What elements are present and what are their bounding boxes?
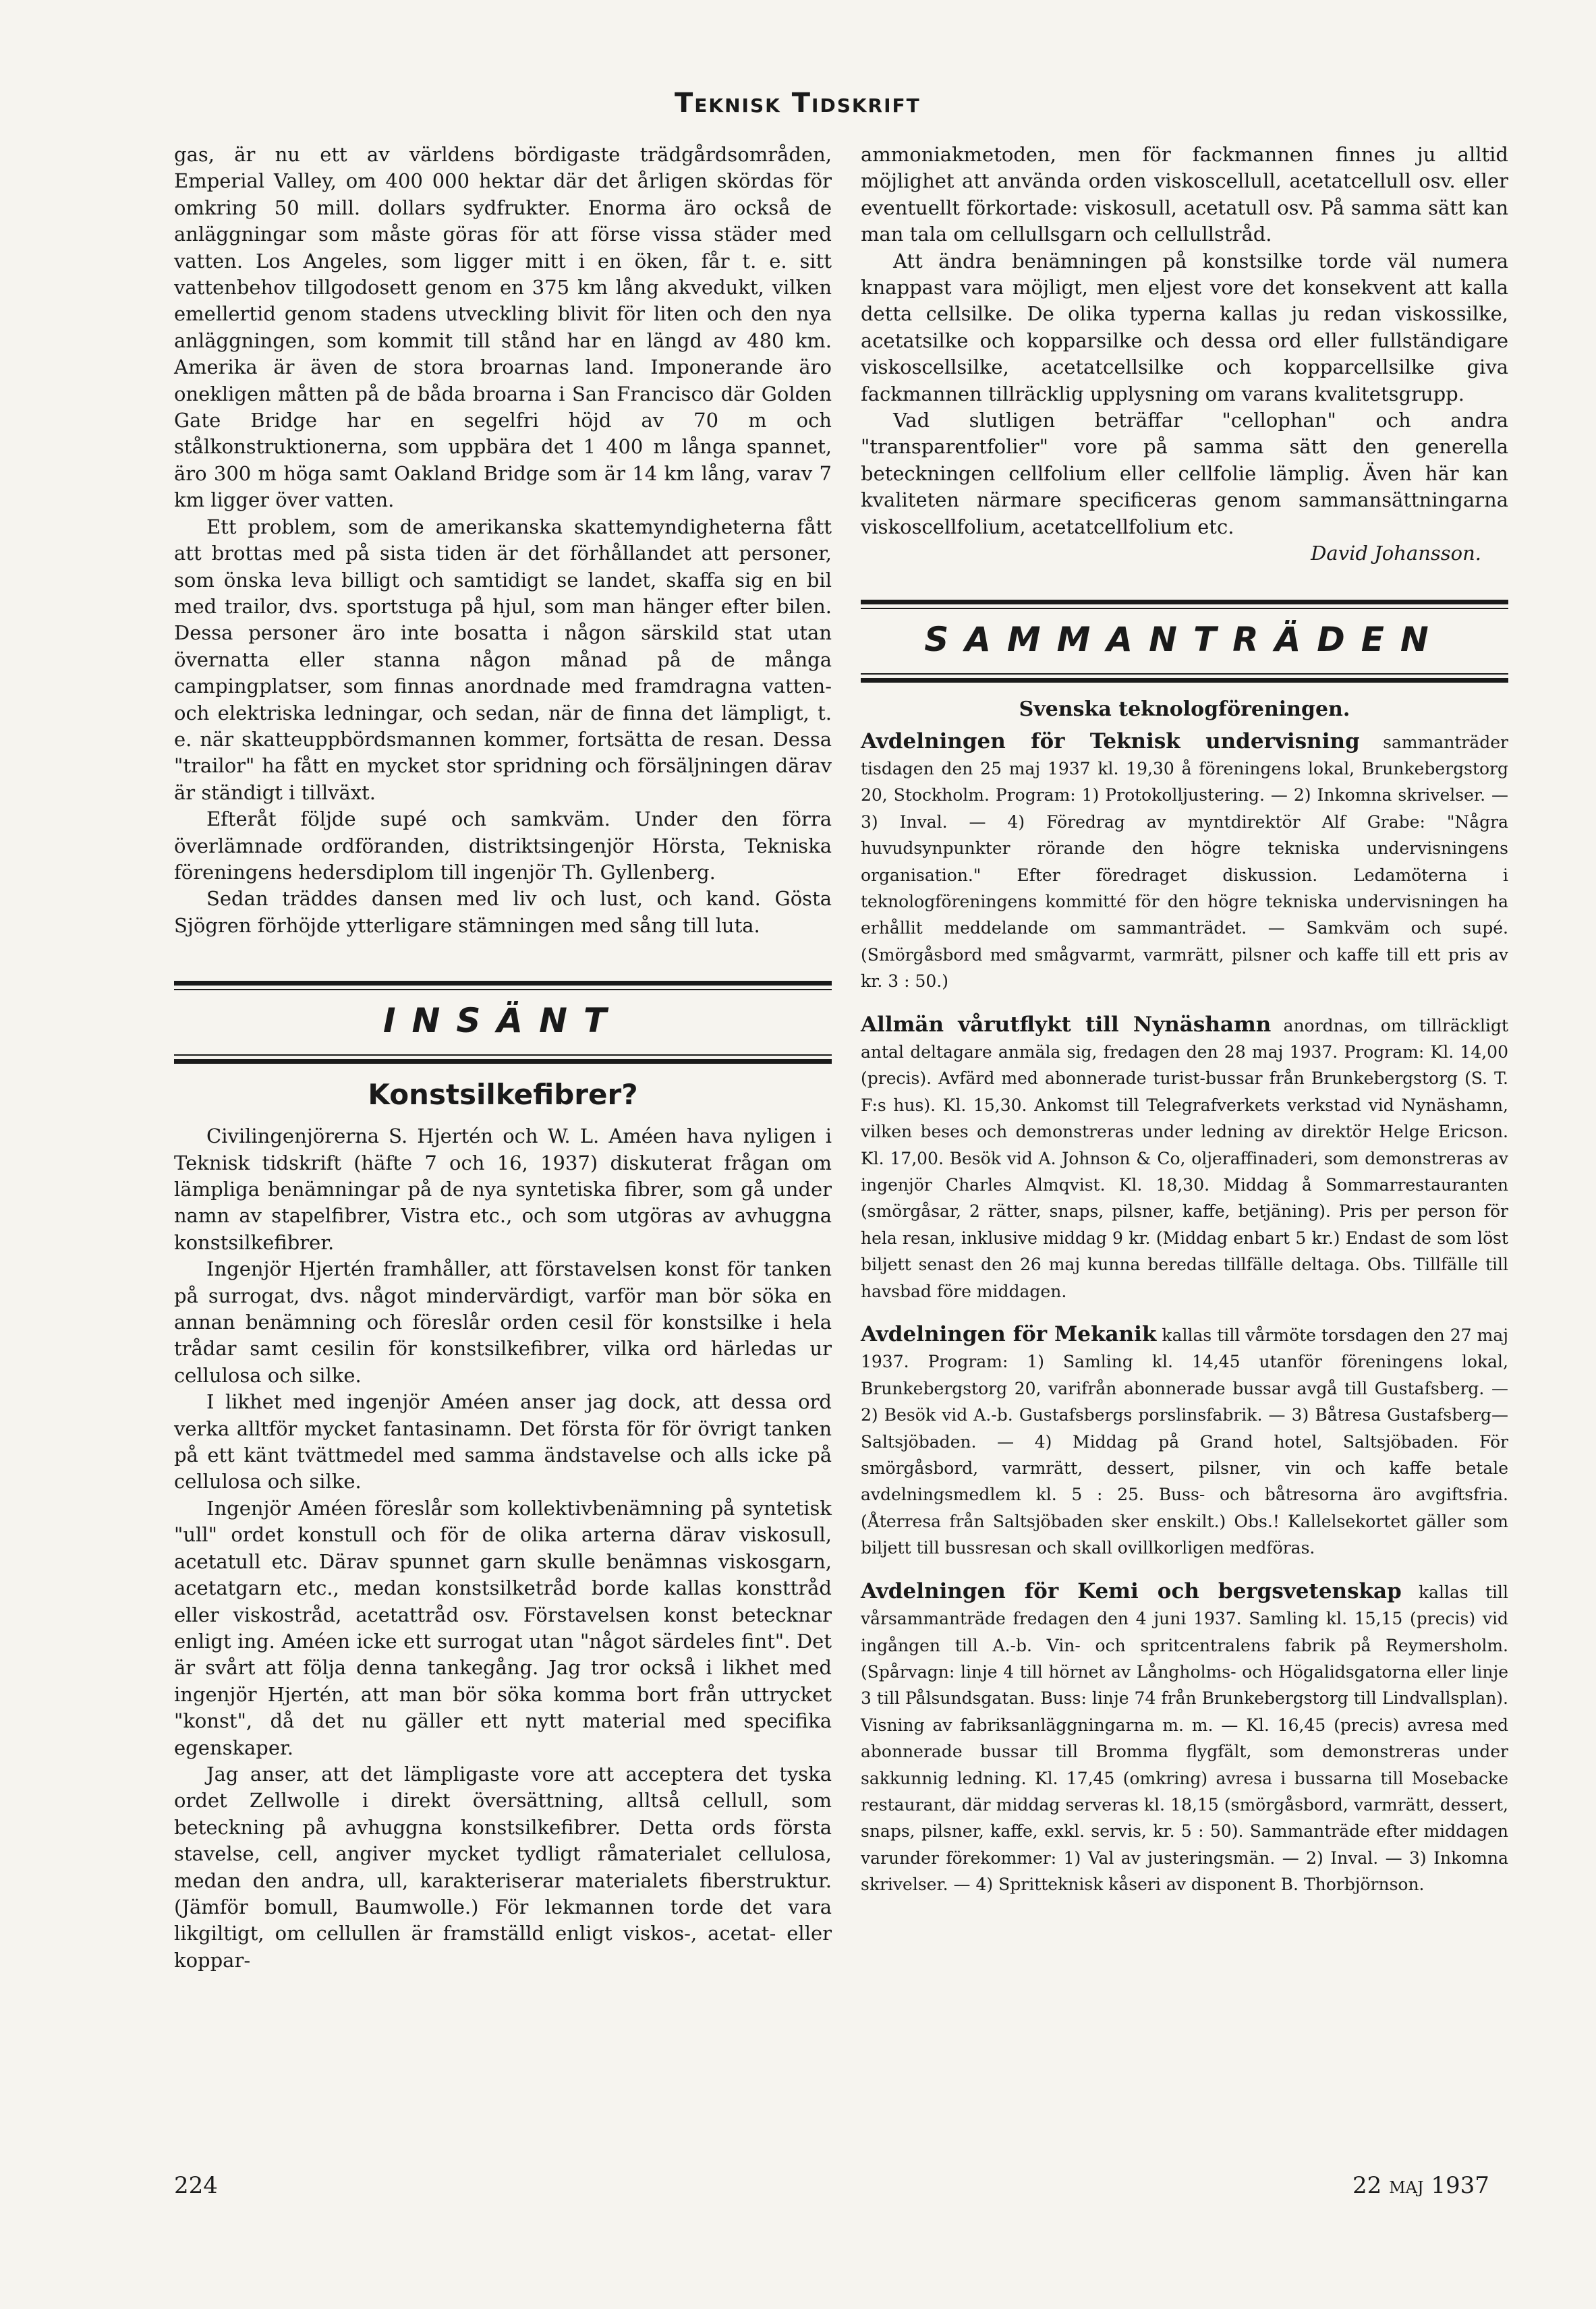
entry-heading: Allmän vårutflykt till Nynäshamn (861, 1012, 1272, 1037)
article-title: Konstsilkefibrer? (368, 1078, 638, 1112)
journal-masthead: Teknisk Tidskrift (675, 88, 921, 119)
paragraph: Efteråt följde supé och samkväm. Under den förra överlämnade ordföranden, distriktsingenjör Hörsta, Tekniska föreningens hedersdiplom till ingenjör Th. Gyllenberg. (174, 807, 832, 884)
article-paragraph: Jag anser, att det lämpligaste vore att acceptera det tyska ordet Zellwolle i direkt översättning, alltså cellull, som beteckning på avhuggna konstsilkefibrer. Detta ords första stavelse, cell, angiver mycket tydligt råmaterialet cellulosa, medan den andra, ull, karakteriserar materialets fiberstruktur. (Jämför bomull, Baumwolle.) För lekmannen torde det vara likgiltigt, om cellullen är framställd enligt viskos-, acetat- eller koppar- (174, 1762, 832, 1972)
section-heading-insant: INSÄNT (382, 1001, 623, 1041)
meeting-entry (861, 729, 1508, 994)
entry-body: sammanträder tisdagen den 25 maj 1937 kl. 19,30 å föreningens lokal, Brunkebergstorg 20, Stockholm. Program: 1) Protokolljustering. — 2) Inkomna skrivelser. — 3) Inval. — 4) Föredrag av myntdirektör Alf Grabe: "Några huvudsynpunkter rörande den högre tekniska undervisningens organisation." Efter föredraget diskussion. Ledamöterna i teknologföreningens kommitté för den högre tekniska undervisningen ha erhållit meddelande om sammanträdet. — Samkväm och supé. (Smörgåsbord med smågvarmt, varmrätt, pilsner och kaffe till ett pris av kr. 3 : 50.) (861, 732, 1509, 992)
meeting-entry (861, 1578, 1508, 1898)
paragraph: Vad slutligen beträffar "cellophan" och andra "transparentfolier" vore på samma sätt den generella beteckningen cellfolium eller cellfolie lämplig. Även här kan kvaliteten närmare specificeras genom sammansättningarna viskoscellfolium, acetatcellfolium etc. (861, 409, 1508, 538)
page-number: 224 (174, 2172, 218, 2199)
paragraph: Ett problem, som de amerikanska skattemyndigheterna fått att brottas med på sista tiden är det förhållandet att personer, som önska leva billigt och samtidigt se landet, skaffa sig en bil med trailor, dvs. sportstuga på hjul, som man hänger efter bilen. Dessa personer äro inte bosatta i någon särskild stat utan övernatta eller stanna någon månad på de många campingplatser, som finnas anordnade med framdragna vatten- och elektriska ledningar, och sedan, när de finna det lämpligt, t. e. när skatteuppbördsmannen kommer, fortsätta de resan. Dessa "trailor" ha fått en mycket stor spridning och försäljningen därav är ständigt i tillväxt. (174, 515, 832, 804)
section-heading-sammantraden: SAMMANTRÄDEN (924, 619, 1445, 659)
entry-heading: Avdelningen för Teknisk undervisning (861, 729, 1360, 753)
article-paragraph: Ingenjör Améen föreslår som kollektivbenämning på syntetisk "ull" ordet konstull och för de olika arterna därav viskosull, acetatull etc. Därav spunnet garn skulle benämnas viskosgarn, acetatgarn etc., medan konstsilketråd borde kallas konsttråd eller viskostråd, acetattråd osv. Förstavelsen konst betecknar enligt ing. Améen icke ett surrogat utan "något särdeles fint". Det är svårt att följa denna tankegång. Jag tror också i likhet med ingenjör Hjertén, att man bör söka komma bort från uttrycket "konst", då det nu gäller ett nytt material med specifika egenskaper. (174, 1496, 832, 1759)
paragraph: Sedan träddes dansen med liv och lust, och kand. Gösta Sjögren förhöjde ytterligare stämningen med sång till luta. (174, 887, 832, 937)
entry-body: kallas till vårsammanträde fredagen den 4 juni 1937. Samling kl. 15,15 (precis) vid ingången till A.-b. Vin- och spritcentralens fabrik på Reymersholm. (Spårvagn: linje 4 till hörnet av Långholms- och Högalidsgatorna eller linje 3 till Pålsundsgatan. Buss: linje 74 från Brunkebergstorg till Lindvallsplan). Visning av fabriksanläggningarna m. m. — Kl. 16,45 (precis) avresa med abonnerade bussar till Bromma flygfält, som demonstreras under sakkunnig ledning. Kl. 17,45 (omkring) avresa i bussarna till Mosebacke restaurant, där middag serveras kl. 18,15 (smörgåsbord, varmrätt, dessert, snaps, pilsner, kaffe, exkl. servis, kr. 5 : 50). Sammanträde efter middagen varunder förekommer: 1) Val av justeringsmän. — 2) Inval. — 3) Inkomna skrivelser. — 4) Spritteknisk kåseri av disponent B. Thorbjörnson. (861, 1582, 1508, 1895)
section-rule (174, 1054, 832, 1056)
entry-heading: Avdelningen för Kemi och bergsvetenskap (861, 1578, 1402, 1603)
author-signature: David Johansson. (1311, 542, 1481, 565)
section-rule (861, 678, 1508, 683)
left-column (174, 142, 832, 1974)
article-paragraph: Civilingenjörerna S. Hjertén och W. L. Améen hava nyligen i Teknisk tidskrift (häfte 7 och 16, 1937) diskuterat frågan om lämpliga benämningar på de nya syntetiska fibrer, som gå under namn av stapelfibrer, Vistra etc., och som utgöras av avhuggna konstsilkefibrer. (174, 1124, 832, 1254)
organization-title: Svenska teknologföreningen. (1019, 697, 1350, 721)
paragraph: ammoniakmetoden, men för fackmannen finnes ju alltid möjlighet att använda orden viskoscellull, acetatcellull osv. eller eventuellt förkortade: viskosull, acetatull osv. På samma sätt kan man tala om cellullsgarn och cellullstråd. (861, 143, 1508, 246)
paragraph: Att ändra benämningen på konstsilke torde väl numera knappast vara möjligt, men eljest vore det konsekvent att kalla detta cellsilke. De olika typerna kallas ju redan viskossilke, acetatsilke och kopparsilke och dessa ord eller fullständigare viskoscellsilke, acetatcellsilke och kopparcellsilke giva fackmannen tillräcklig upplysning om varans kvalitetsgrupp. (861, 249, 1508, 405)
entry-heading: Avdelningen för Mekanik (861, 1322, 1157, 1347)
section-rule (174, 981, 832, 986)
paragraph: gas, är nu ett av världens bördigaste trädgårdsområden, Emperial Valley, om 400 000 hektar där det årligen skördas för omkring 50 mill. dollars sydfrukter. Enorma äro också de anläggningar som måste göras för att förse vissa städer med vatten. Los Angeles, som ligger mitt i en öken, får t. e. sitt vattenbehov tillgodosett genom en 375 km lång akvedukt, vilken emellertid genom stadens utveckling blivit för liten och den nya anläggningen, som kommit till stånd har en längd av 480 km. Amerika är även de stora broarnas land. Imponerande äro onekligen måtten på de båda broarna i San Francisco där Golden Gate Bridge har en segelfri höjd av 70 m och stålkonstruktionerna, som uppbära det 1 400 m långa spannet, äro 300 m höga samt Oakland Bridge som är 14 km lång, varav 7 km ligger över vatten. (174, 143, 832, 512)
right-column (861, 142, 1508, 1915)
section-rule (861, 600, 1508, 604)
entry-body: kallas till vårmöte torsdagen den 27 maj 1937. Program: 1) Samling kl. 14,45 utanför föreningens lokal, Brunkebergstorg 20, varifrån abonnerade bussar avgå till Gustafsberg. — 2) Besök vid A.-b. Gustafsbergs porslinsfabrik. — 3) Båtresa Gustafsberg—Saltsjöbaden. — 4) Middag på Grand hotel, Saltsjöbaden. För smörgåsbord, varmrätt, dessert, pilsner, vin och kaffe betale avdelningsmedlem kl. 5 : 25. Buss- och båtresorna äro avgiftsfria. (Återresa från Saltsjöbaden sker enskilt.) Obs.! Kallelsekortet gäller som biljett till bussresan och skall ovillkorligen medföras. (861, 1325, 1508, 1558)
article-paragraph: Ingenjör Hjertén framhåller, att förstavelsen konst för tanken på surrogat, dvs. något mindervärdigt, varför man bör söka en annan benämning och föreslår orden cesil för konstsilke i hela trådar samt cesilin för konstsilkefibrer, vilka ord härledas ur cellulosa och silke. (174, 1257, 832, 1387)
section-rule (174, 1059, 832, 1064)
issue-date: 22 maj 1937 (1352, 2172, 1489, 2199)
entry-body: anordnas, om tillräckligt antal deltagare anmäla sig, fredagen den 28 maj 1937. Program: Kl. 14,00 (precis). Avfärd med abonnerade turist-bussar från Brunkebergstorg (S. T. F:s hus). Kl. 15,30. Ankomst till Telegrafverkets verkstad vid Nynäshamn, vilken beses och demonstreras under ledning av direktör Helge Ericson. Kl. 17,00. Besök vid A. Johnson & Co, oljeraffinaderi, som demonstreras av ingenjör Charles Almqvist. Kl. 18,30. Middag å Sommarrestauranten (smörgåsar, 2 rätter, snaps, pilsner, kaffe, betjäning). Pris per person för hela resan, inklusive middag 9 kr. (Middag enbart 5 kr.) Endast de som löst biljett senast den 26 maj kunna beredas tillfälle deltaga. Obs. Tillfälle till havsbad före middagen. (861, 1015, 1508, 1301)
meeting-entry (861, 1012, 1508, 1304)
section-rule (861, 673, 1508, 675)
meeting-entry (861, 1321, 1508, 1561)
article-paragraph: I likhet med ingenjör Améen anser jag dock, att dessa ord verka alltför mycket fantasinamn. Det första för för övrigt tanken på ett känt tvättmedel med samma ändstavelse och alls icke på cellulosa och silke. (174, 1390, 832, 1493)
